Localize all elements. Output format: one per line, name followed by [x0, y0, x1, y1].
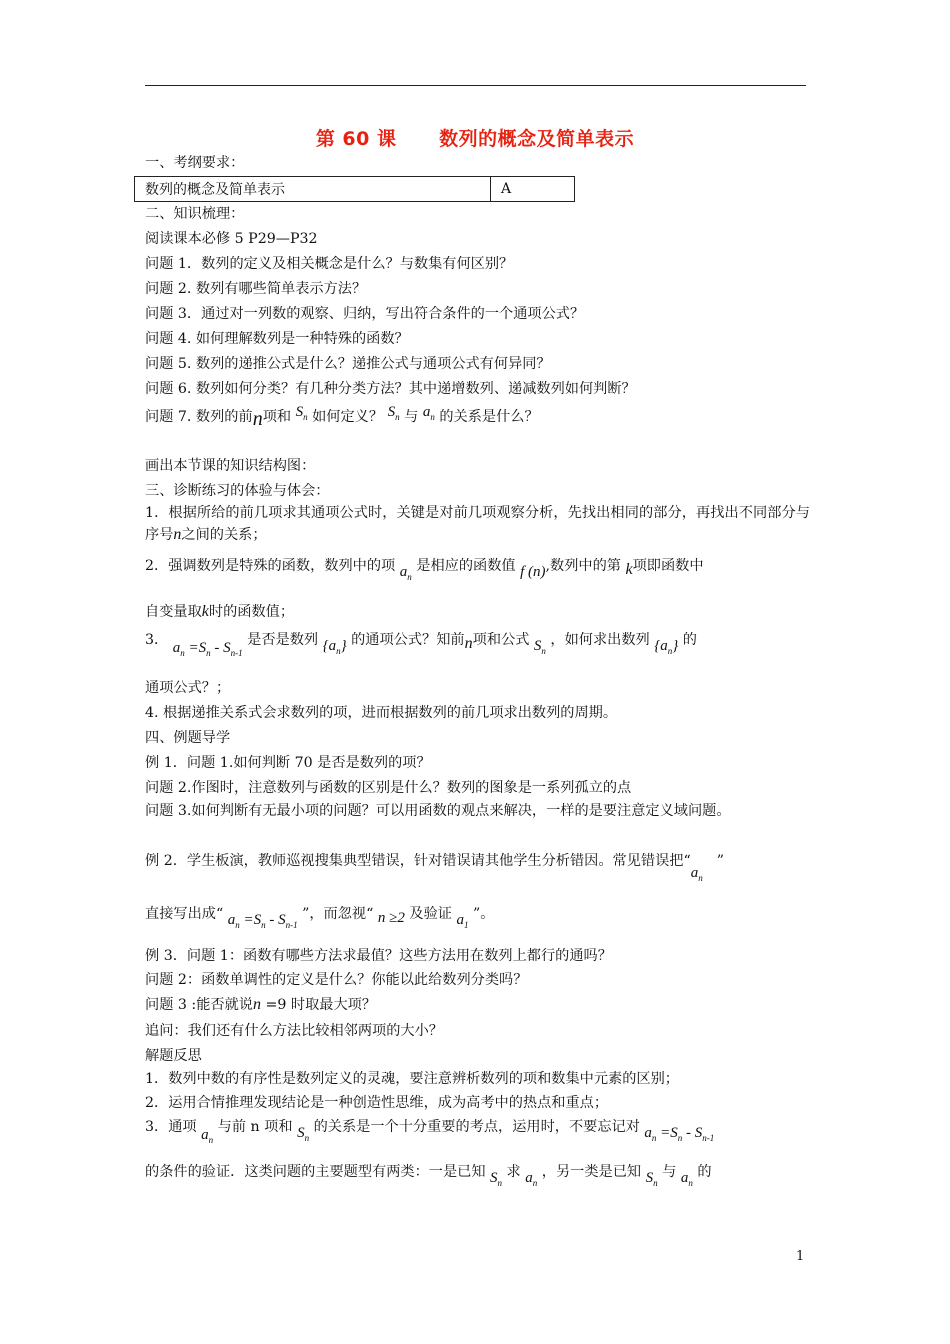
- section-3-heading: 三、诊断练习的体验与体会：: [145, 483, 330, 499]
- question-2: 问题 2. 数列有哪些简单表示方法？: [145, 281, 367, 297]
- page-number: 1: [796, 1249, 805, 1264]
- example-3-q3: 问题 3 :能否就说n =9 时取最大项？: [145, 996, 377, 1013]
- requirement-cell-topic: 数列的概念及简单表示: [135, 177, 491, 202]
- question-3: 问题 3．通过对一列数的观察、归纳，写出符合条件的一个通项公式？: [145, 306, 585, 322]
- diagnosis-point-3-cont: 通项公式？；: [145, 680, 231, 696]
- reflection-3: 3．通项 $a_n$ 与前 n 项和 $S_n$ 的关系是一个十分重要的考点，运用时，不要忘记对 $a_n =S_n - S_{n-1}$: [145, 1119, 715, 1145]
- reflection-heading: 解题反思: [145, 1048, 202, 1064]
- reflection-3-cont: 的条件的验证．这类问题的主要题型有两类：一是已知 $S_n$ 求 $a_n$ ，另一类是已知 $S_n$ 与 $a_n$ 的: [145, 1164, 712, 1188]
- requirement-table: [134, 176, 575, 202]
- requirement-cell-level: A: [491, 177, 575, 202]
- follow-up-question: 追问：我们还有什么方法比较相邻两项的大小？: [145, 1023, 443, 1039]
- reflection-2: 2．运用合情推理发现结论是一种创造性思维，成为高考中的热点和重点；: [145, 1095, 609, 1111]
- reading-line: 阅读课本必修 5 P29—P32: [145, 231, 318, 247]
- example-3-q1: 例 3．问题 1：函数有哪些方法求最值？这些方法用在数列上都行的通吗？: [145, 948, 612, 964]
- question-7: 问题 7. 数列的前n项和 $S_n$ 如何定义？ $S_n$ 与 $a_n$ 的关系是什么？: [145, 404, 539, 430]
- diagnosis-point-4: 4. 根据递推关系式会求数列的项，进而根据数列的前几项求出数列的周期。: [145, 705, 618, 721]
- reflection-1: 1．数列中数的有序性是数列定义的灵魂，要注意辨析数列的项和数集中元素的区别；: [145, 1071, 679, 1087]
- diagnosis-point-2: 2．强调数列是特殊的函数，数列中的项 $a_n$ 是相应的函数值 f (n),数列中的第 k项即函数中: [145, 558, 704, 582]
- question-4: 问题 4. 如何理解数列是一种特殊的函数？: [145, 331, 409, 347]
- section-2-heading: 二、知识梳理：: [145, 206, 245, 222]
- page-title: 第 60 课 数列的概念及简单表示: [315, 128, 635, 150]
- diagnosis-point-2-cont: 自变量取k时的函数值；: [145, 603, 295, 620]
- draw-structure-line: 画出本节课的知识结构图：: [145, 458, 316, 474]
- header-rule: [145, 85, 806, 86]
- example-1-q2: 问题 2.作图时，注意数列与函数的区别是什么？数列的图象是一系列孤立的点: [145, 780, 632, 796]
- example-2-cont: 直接写出成“ $a_n =S_n - S_{n-1}$ ”，而忽视“ n ≥2 及验证 $a_1$ ”。: [145, 906, 495, 930]
- example-1-q1: 例 1．问题 1.如何判断 70 是否是数列的项？: [145, 755, 431, 771]
- example-3-q2: 问题 2：函数单调性的定义是什么？你能以此给数列分类吗？: [145, 972, 528, 988]
- example-2: 例 2．学生板演，教师巡视搜集典型错误，针对错误请其他学生分析错因。常见错误把“$a_n$”: [145, 853, 724, 883]
- section-4-heading: 四、例题导学: [145, 730, 231, 746]
- question-6: 问题 6. 数列如何分类？有几种分类方法？其中递增数列、递减数列如何判断？: [145, 381, 636, 397]
- section-1-heading: 一、考纲要求：: [145, 155, 245, 171]
- question-5: 问题 5. 数列的递推公式是什么？递推公式与通项公式有何异同？: [145, 356, 551, 372]
- diagnosis-point-3: 3． $a_n =S_n - S_{n-1}$ 是否是数列 $\{a_n\}$ 的通项公式？知前n项和公式 $S_n$ ，如何求出数列 $\{a_n\}$ 的: [145, 632, 697, 658]
- question-1: 问题 1．数列的定义及相关概念是什么？与数集有何区别？: [145, 256, 514, 272]
- example-1-q3: 问题 3.如何判断有无最小项的问题？可以用函数的观点来解决，一样的是要注意定义域问题。: [145, 803, 731, 819]
- diagnosis-point-1: 1．根据所给的前几项求其通项公式时，关键是对前几项观察分析，先找出相同的部分，再找出不同部分与序号n之间的关系；: [145, 505, 810, 543]
